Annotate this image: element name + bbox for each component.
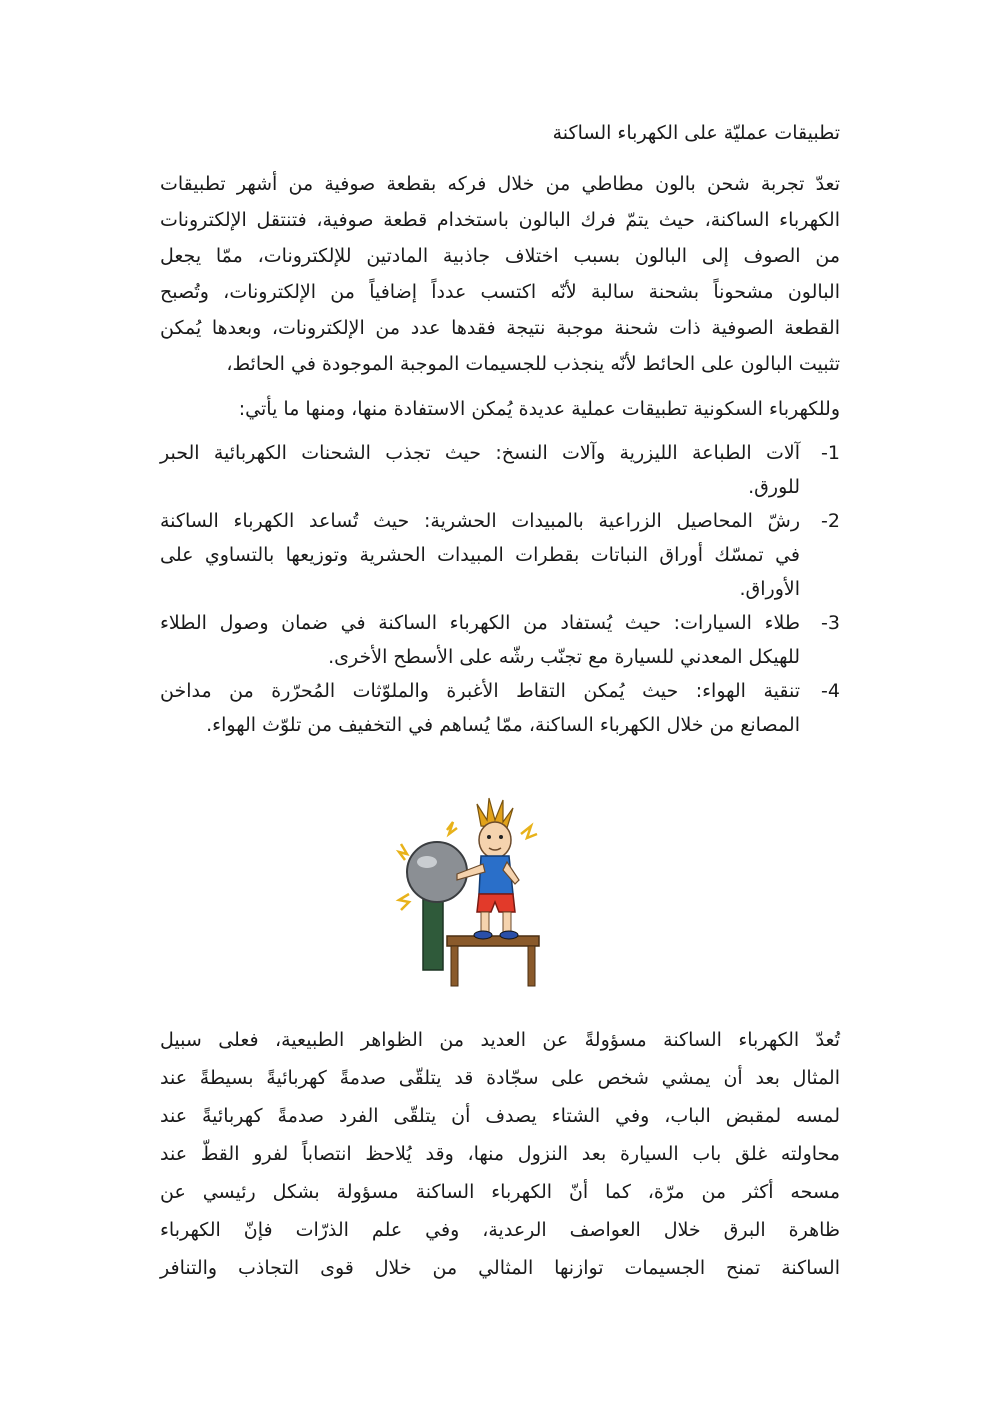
- paragraph-line: تُعدّ الكهرباء الساكنة مسؤولةً عن العديد من الظواهر الطبيعية، فعلى سبيل: [160, 1029, 840, 1051]
- boy-leg: [481, 912, 489, 932]
- paragraph-line: ظاهرة البرق خلال العواصف الرعدية، وفي علم الذرّات فإنّ الكهرباء: [160, 1219, 840, 1241]
- boy-leg: [503, 912, 511, 932]
- paragraph-natural-phenomena: [160, 1021, 840, 1287]
- paragraph-line: تثبيت البالون على الحائط لأنّه ينجذب للجسيمات الموجبة الموجودة في الحائط،: [226, 353, 840, 375]
- list-item-line: طلاء السيارات: حيث يُستفاد من الكهرباء الساكنة في ضمان وصول الطلاء: [160, 612, 800, 634]
- paragraph-line: من الصوف إلى البالون بسبب اختلاف جاذبية المادتين للإلكترونات، ممّا يجعل: [160, 245, 840, 267]
- table-top: [447, 936, 539, 946]
- list-item-line: المصانع من خلال الكهرباء الساكنة، ممّا يُساهم في التخفيف من تلوّث الهواء.: [206, 714, 800, 736]
- boy-eye: [499, 835, 503, 839]
- spark-icon: [399, 844, 407, 860]
- generator-sphere: [407, 842, 467, 902]
- paragraph-line: الكهرباء الساكنة، حيث يتمّ فرك البالون باستخدام قطعة صوفية، فتنتقل الإلكترونات: [160, 209, 840, 231]
- applications-list: [160, 436, 840, 742]
- boy-shorts: [477, 894, 515, 912]
- spark-icon: [399, 894, 409, 910]
- boy-eye: [487, 835, 491, 839]
- list-item: [160, 436, 840, 504]
- paragraph-line: محاولته غلق باب السيارة بعد النزول منها، وقد يُلاحظ انتصاباً لفرو القطّ عند: [160, 1143, 840, 1165]
- paragraph-line: تعدّ تجربة شحن بالون مطاطي من خلال فركه بقطعة صوفية من أشهر تطبيقات: [160, 173, 840, 195]
- table-leg: [451, 946, 458, 986]
- list-item-line: آلات الطباعة الليزرية وآلات النسخ: حيث تجذب الشحنات الكهربائية الحبر: [160, 442, 800, 464]
- spark-icon: [447, 822, 457, 834]
- boy-shoe: [500, 931, 518, 939]
- list-item-line: رشّ المحاصيل الزراعية بالمبيدات الحشرية: حيث تُساعد الكهرباء الساكنة: [160, 510, 800, 532]
- static-electricity-boy-icon: [395, 790, 565, 990]
- generator-pillar: [423, 898, 443, 970]
- table-leg: [528, 946, 535, 986]
- applications-intro: وللكهرباء السكونية تطبيقات عملية عديدة يُمكن الاستفادة منها، ومنها ما يأتي:: [238, 398, 840, 420]
- paragraph-line: الساكنة تمنح الجسيمات توازنها المثالي من خلال قوى التجاذب والتنافر: [160, 1257, 840, 1279]
- list-item: [160, 606, 840, 674]
- list-item-line: تنقية الهواء: حيث يُمكن التقاط الأغبرة والملوّثات المُحرّرة من مداخن: [160, 680, 800, 702]
- list-item-line: في تمسّك أوراق النباتات بقطرات المبيدات الحشرية وتوزيعها بالتساوي على: [160, 544, 800, 566]
- paragraph-line: لمسه لمقبض الباب، وفي الشتاء يصدف أن يتلقّى الفرد صدمةً كهربائيةً عند: [160, 1105, 840, 1127]
- list-item-number: -3: [821, 612, 840, 634]
- list-item-number: -2: [821, 510, 840, 532]
- paragraph-line: مسحه أكثر من مرّة، كما أنّ الكهرباء الساكنة مسؤولة بشكل رئيسي عن: [160, 1181, 840, 1203]
- paragraph-line: البالون مشحوناً بشحنة سالبة لأنّه اكتسب عدداً إضافياً من الإلكترونات، وتُصبح: [160, 281, 840, 303]
- list-item-line: الأوراق.: [739, 578, 800, 600]
- list-item: [160, 674, 840, 742]
- paragraph-balloon-experiment: [160, 166, 840, 382]
- boy-shoe: [474, 931, 492, 939]
- paragraph-line: القطعة الصوفية ذات شحنة موجبة نتيجة فقدها عدد من الإلكترونات، وبعدها يُمكن: [160, 317, 840, 339]
- list-item-line: للورق.: [748, 476, 800, 498]
- spark-icon: [521, 826, 537, 838]
- list-item-number: -4: [821, 680, 840, 702]
- paragraph-line: المثال بعد أن يمشي شخص على سجّادة قد يتلقّى صدمةً كهربائيةً بسيطةً عند: [160, 1067, 840, 1089]
- page-title: تطبيقات عمليّة على الكهرباء الساكنة: [552, 122, 840, 144]
- boy-head: [479, 822, 511, 858]
- sphere-highlight: [417, 856, 437, 868]
- list-item-line: للهيكل المعدني للسيارة مع تجنّب رشّه على الأسطح الأخرى.: [328, 646, 800, 668]
- list-item: [160, 504, 840, 606]
- list-item-number: -1: [821, 442, 840, 464]
